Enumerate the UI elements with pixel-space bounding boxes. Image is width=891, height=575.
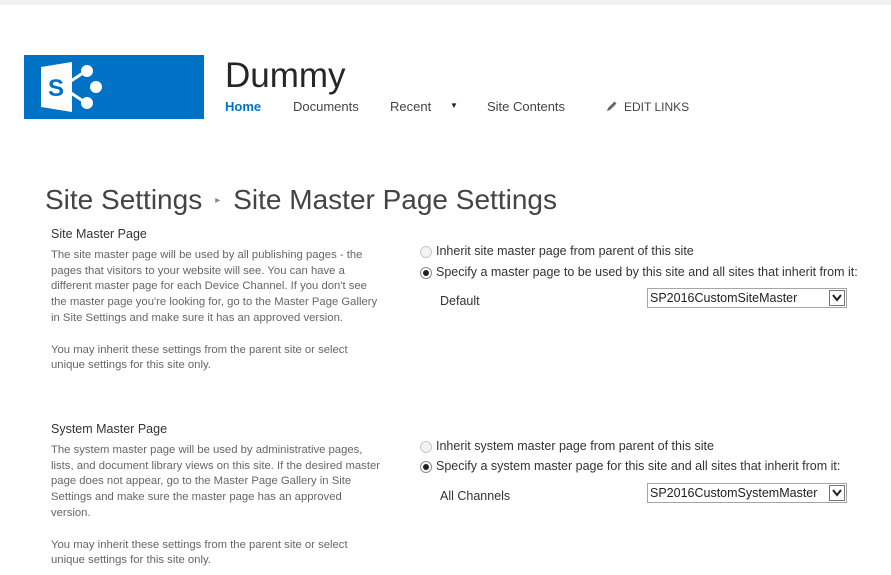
page-title	[45, 184, 557, 216]
suite-bar	[0, 0, 891, 5]
site-master-selected-value: SP2016CustomSiteMaster	[650, 291, 798, 305]
chevron-down-icon[interactable]	[829, 290, 845, 306]
site-title[interactable]: Dummy	[225, 56, 346, 95]
site-master-description	[51, 248, 381, 374]
site-master-specify-label: Specify a master page to be used by this site and all sites that inherit from it:	[436, 265, 858, 279]
site-master-inherit-label: Inherit site master page from parent of this site	[436, 244, 694, 258]
nav-site-contents[interactable]: Site Contents	[487, 99, 566, 114]
system-master-section-title: System Master Page	[51, 422, 168, 436]
system-master-description	[51, 443, 381, 569]
site-master-desc-2: You may inherit these settings from the parent site or select unique settings for this site only.	[51, 343, 348, 372]
system-master-specify-radio[interactable]	[420, 461, 432, 473]
nav-documents[interactable]: Documents	[293, 99, 359, 114]
site-master-desc-1: The site master page will be used by all publishing pages - the pages that visitors to your website will see. You can have a different master page for each Device Channel. If you don't see the master page you're looking for, go to the Master Page Gallery in Site Settings and make sure it has an approved version.	[51, 249, 378, 324]
system-master-inherit-radio[interactable]	[420, 441, 432, 453]
site-master-inherit-radio[interactable]	[420, 246, 432, 258]
site-master-inherit-option[interactable]	[420, 244, 694, 258]
nav-home[interactable]: Home	[225, 99, 262, 114]
site-master-section-title: Site Master Page	[51, 227, 147, 241]
caret-down-icon[interactable]: ▼	[450, 101, 458, 110]
system-master-specify-label: Specify a system master page for this site and all sites that inherit from it:	[436, 459, 841, 473]
pencil-icon	[606, 100, 618, 112]
edit-links-label: EDIT LINKS	[624, 100, 690, 114]
system-master-desc-2: You may inherit these settings from the parent site or select unique settings for this site only.	[51, 538, 348, 567]
site-master-select[interactable]	[647, 288, 847, 308]
system-master-inherit-label: Inherit system master page from parent of this site	[436, 439, 714, 453]
system-master-desc-1: The system master page will be used by administrative pages, lists, and document library views on this site. If the desired master page does not appear, go to the Master Page Gallery in Site Settings and make sure the master page has an approved version.	[51, 444, 381, 519]
site-master-specify-radio[interactable]	[420, 267, 432, 279]
site-master-channel-label: Default	[440, 294, 480, 308]
system-master-selected-value: SP2016CustomSystemMaster	[650, 486, 818, 500]
sharepoint-icon	[38, 61, 110, 113]
system-master-specify-option[interactable]	[420, 459, 840, 473]
nav-recent[interactable]: Recent	[390, 99, 432, 114]
breadcrumb-separator-icon: ▸	[215, 195, 221, 206]
svg-text:S: S	[48, 75, 65, 102]
chevron-down-icon[interactable]	[829, 485, 845, 501]
breadcrumb-site-settings[interactable]: Site Settings	[45, 184, 203, 215]
system-master-channel-label: All Channels	[440, 489, 511, 503]
edit-links-button[interactable]	[606, 100, 689, 114]
site-master-specify-option[interactable]	[420, 265, 858, 279]
breadcrumb-current: Site Master Page Settings	[233, 184, 557, 215]
system-master-inherit-option[interactable]	[420, 439, 714, 453]
sharepoint-logo[interactable]	[24, 55, 204, 119]
system-master-select[interactable]	[647, 483, 847, 503]
